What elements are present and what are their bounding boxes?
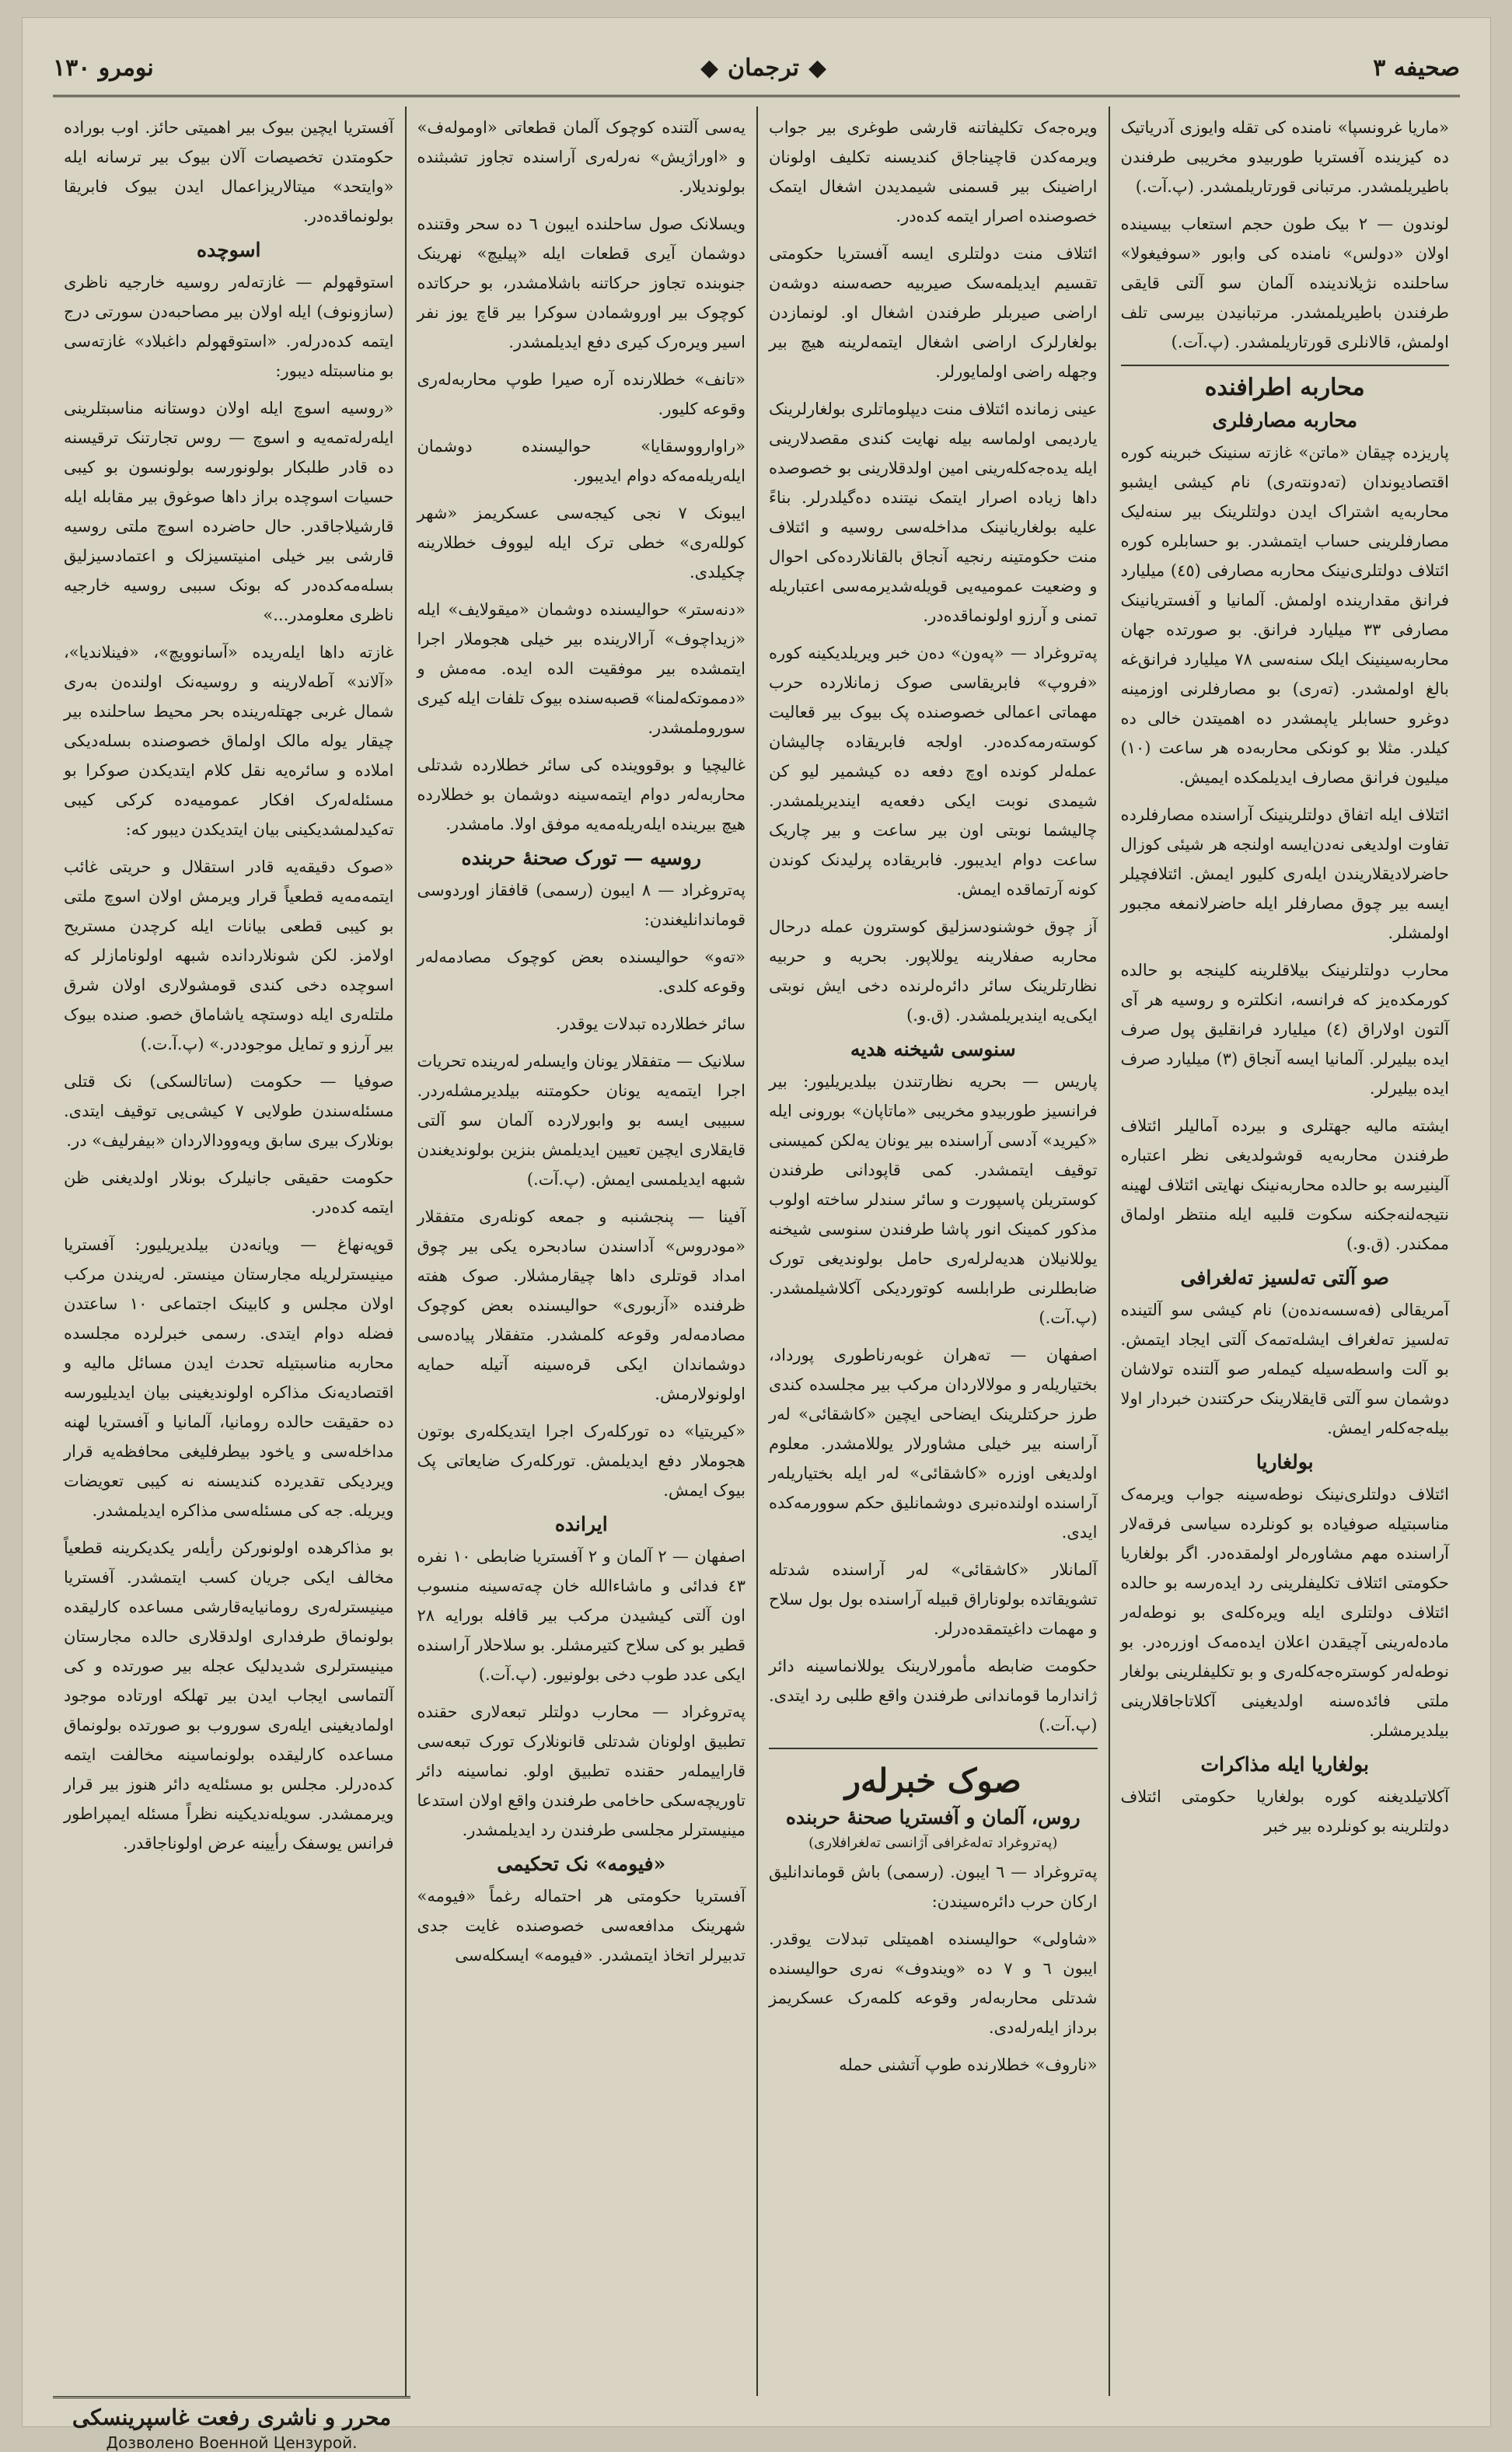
publisher-line: محرر و ناشری رفعت غاسپرینسکی: [72, 2405, 392, 2430]
censor-stamp: Дозволено Военной Цензурой.: [106, 2433, 358, 2452]
article-paragraph: «صوک دقیقه‌یه قادر استقلال و حریتی غائب ایتمه‌مه‌یه قطعیاً قرار ویرمش اولان اسوچ ملتی بو کیبی قطعی بیانات ایله کرچدن مستریح اولامز. لکن شونلارداندە شبهه اولونامازلر که اسوچده دخی کندی قومشولاری اولان شرق ملتلەری ایله دوستچه یاشاماق خصو. صنده بیوک بیر آرزو و تمایل موجوددر.» (پ.آ.ت.): [64, 858, 394, 1053]
sub-heading: محاربه مصارفلری: [1212, 409, 1358, 431]
article-paragraph: «تانف» خطلارنده آره صیرا طوپ محاربه‌لەری وقوعه کلیور.: [417, 370, 746, 418]
divider: [769, 1748, 1098, 1749]
masthead: [700, 54, 826, 82]
sub-heading: روسیه — تورک صحنهٔ حربنده: [461, 847, 701, 869]
column-2: [756, 107, 1109, 2396]
article-paragraph: حکومت حقیقی جانیلرک بونلار اولدیغنی ظن ایتمه کده‌در.: [64, 1168, 394, 1217]
article-paragraph: ائتلاف ایله اتفاق دولتلرینینک آراسنده مصارفلرده تفاوت اولدیغی نه‌دن‌ایسه اولنجه هر شیئی کوزال حاضرلادیقلاریندن ایله‌ری کلیور ایمش. ائتلافچیلر ایسه بیر چوق مصارفلر ایله حاضرلانمغه مجبور اولمشلر.: [1120, 805, 1449, 942]
article-paragraph: آلمانلار «کاشقائی» لەر آراسنده شدتله تشویقاتده بولوناراق قبیله آراسنده بول بول سلاح و مهمات داغیتمقده‌درلر.: [769, 1560, 1098, 1638]
article-paragraph: اصفهان — تەهران غوبەرناطوری پورداد، بختیاریلەر و مولالاردان مرکب بیر مجلسده کندی طرز حرکتلرینک ایضاحی ایچین «کاشقائی» لەر آراسنه بیر خیلی مشاورلار یوللامشدر. معلوم اولدیغی اوزره «کاشقائی» لەر ایله بختیاریلەر آراسنده اولنده‌نبری دوشمانلیق حکم سوورمه‌کده ایدی.: [769, 1346, 1098, 1542]
column-4: [53, 107, 405, 2396]
article-paragraph: «تەو» حوالیسنده بعض کوچوک مصادمه‌لەر وقوعه کلدی.: [417, 948, 746, 996]
article-paragraph: محارب دولتلرنینک بیلاقلرینه کلینجه بو حالده کورمکده‌یز که فرانسه، انکلتره و روسیه هر آی آلتون اولاراق (٤) میلیارد فرانقلیق پول صرف ایده بیلیرلر. آلمانیا ایسه آنجاق (۳) میلیارد صرف ایده بیلیرلر.: [1120, 961, 1450, 1098]
article-paragraph: پاریس — بحریه نظارتندن بیلدیریلیور: بیر فرانسیز طوربیدو مخریبی «ماتاپان» بورونی ایله «کیرید» آدسی آراسنده بیر یونان یەلکن کمیسنی توقیف ایتمشدر. کمی قاپودانی طرفندن کوستریلن پاسپورت و سائر سندلر ساخته اولوب مذکور کمینک انور پاشا طرفندن سنوسی شیخنه یوللانیلان هدیه‌لرلەری حامل بولوندیغی تورک ضابطلرنی طرابلسه کوتوردیکی آکلاشیلمشدر. (پ.آت.): [769, 1072, 1098, 1327]
article-paragraph: سائر خطلارده تبدلات یوقدر.: [555, 1015, 746, 1033]
article-paragraph: پەتروغراد — «پەون» دەن خبر ویریلدیکینه کوره «فروپ» فابریقاسی صوک زمانلارده حرب مهماتی اعمالی خصوصنده پک بیوک بیر قعالیت کوستەرمەکدەدر. اولجه فابریقاده چالیشان عمله‌لر کونده اوچ دفعه ده کیشمیر لیو کن شیمدی نوبت ایکی دفعه‌یه ایندیریلمشدر. چالیشما نوبتی اون بیر ساعت و بیر چاریک ساعت دوام ایدیبور. فابریقاده پرلیدنک کوندن کونه آرتماقده ایمش.: [769, 644, 1098, 899]
article-paragraph: آفینا — پنجشنبه و جمعه کونلەری متفقلار «مودروس» آداسندن سادبحره یکی بیر چوق امداد قوتلری داها چیقارمشلار. صوک هفته ظرفنده «آزبوری» حوالیسنده بعض کوچوک مصادمه‌لەر وقوعه کلمشدر. متفقلار پیادەسی دوشماندان ایکی قرەسینه آتیله حمایه اولونولارمش.: [417, 1207, 746, 1403]
article-paragraph: آکلاتیلدیغنه کوره بولغاریا حکومتی ائتلاف دولتلرینه بو کونلرده بیر خبر: [1120, 1787, 1449, 1836]
page-number-label: صحیفه ۳: [1373, 54, 1460, 82]
article-paragraph: «روسیه اسوچ ایله اولان دوستانه مناسبتلرینی ایلەرلەتمه‌یه و اسوچ — روس تجارتنک ترقیسنه ده قادر طلبکار بولونورسه بولونسون بو کیبی حسیات اسوچده براز داها صوغوق بیر مقابله ایله قارشیلاجاقدر. حال حاضرده اسوچ ملتی روسیه قارشی بیر خیلی امنیتسیزلک و اعتمادسیزلیق بسلەمه‌کده‌در که بونک سببی روسیه خارجیه ناظری معلومدر...»: [64, 399, 394, 624]
article-paragraph: آمریقالی (فەسسەندەن) نام کیشی سو آلتینده تەلسیز تەلغراف ایشلەتمەک آلتی ایجاد ایتمش. بو آلت واسطەسیله کیملەر صو آلتنده تولاشان دوشمان سو آلتی قایقلارینک حرکتندن خبردار اولا بیلەجەکلەر ایمش.: [1120, 1301, 1449, 1437]
sub-heading: صو آلتی تەلسیز تەلغرافی: [1180, 1266, 1389, 1289]
columns-container: [53, 107, 1460, 2396]
sub-heading: بولغاریا ایله مذاکرات: [1200, 1753, 1369, 1776]
column-1: [1109, 107, 1461, 2396]
article-paragraph: حکومت ضابطه مأمورلارینک یوللانماسینه دائر ژاندارما قوماندانی طرفندن واقع طلبی رد ایتدی. (پ.آت.): [769, 1657, 1098, 1734]
article-paragraph: ائتلاف منت دولتلری ایسه آفستریا حکومتی تقسیم ایدیلمەسک صیربیه حصه‌سنه دوشەن اراضی صیربلر طرفندن اشغال او. لونمازدن بولغارلرک اراضی اشغال ایتمه‌لرینه هیچ بیر وجهله راضی اولمایورلر.: [769, 244, 1098, 381]
article-paragraph: عینی زمانده ائتلاف منت دیپلوماتلری بولغارلرینک یاردیمی اولماسه بیله نهایت کندی مقصدلارینی ایله یدەجەکلەرینی امین اولدقلارینی بو خصوصده داها زیاده اصرار ایتمک نیتنده ده‌گیلدرلر. بناءً علیه بولغاریانینک مداخلەسی روسیه و ائتلاف منت حکومتینه رنجیه آنجاق بالقانلارده‌کی احوال و وضعیت عمومیه‌یی قویلەشدیرمەسی اعتباریله تمنی و آرزو اولونماقده‌در.: [769, 400, 1098, 625]
sub-heading: «فیومه» نک تحکیمی: [497, 1853, 666, 1875]
newspaper-page: [22, 17, 1491, 2452]
article-paragraph: سلانیک — متفقلار یونان وایسلەر لەرینده تحریات اجرا ایتمه‌یه یونان حکومتنه بیلدیرمشلەردر. سبیبی ایسه بو وابورلارده آلمان سو آلتی قایقلاری ایچین تعیین ایدیلمش بنزین بولوندیغندن شبهه ایدیلمسی ایمش. (پ.آت.): [417, 1052, 746, 1189]
article-paragraph: پەتروغراد — محارب دولتلر تبعه‌لاری حقنده تطبیق اولونان شدتلی قانونلارک تورک تبعه‌سی قاراییملەر حقنده تطبیق اولو. نماسینه دائر تاوریچەسکی حاخامی طرفندن واقع اولان استدعا مینیسترلر مجلسی طرفندن رد ایدیلمشدر.: [417, 1703, 746, 1839]
article-paragraph: پەتروغراد — ۸ ایبون (رسمی) قافقاز اوردوسی قوماندانلیغندن:: [417, 881, 746, 929]
section-heading: محاربه اطرافنده: [1204, 374, 1365, 401]
article-paragraph: پاریزده چیقان «ماتن» غازته سنینک خبرینه کوره اقتصادیوندان (تەدونتەری) نام کیشی ایشبو محاربه‌یه اشتراک ایدن دولتلرینک بیر سنه‌لیک مصارفلرینی حساب ایتمشدر. بو حسابلره کوره ائتلاف دولتلری‌نینک محاربه مصارفی (٤٥) میلیارد فرانق مقدارینده اولمش. آلمانیا و آفستریانینک مصارفی ۳۳ میلیارد فرانق. بو صورتده جهان محاربه‌سینینک ایلک سنه‌سی ۷۸ میلیارد فرانق‌غه بالغ اولمشدر. (تەری) بو مصارفلرنی اوزمینه دوغرو حسابلر یاپمشدر ده اهمیتدن خالی ده کیلدر. مثلا بو کونکی محاربه‌ده هر ساعت (۱۰) میلیون فرانق مصارف ایدیلمکده ایمیش.: [1120, 443, 1450, 787]
article-paragraph: بو مذاکرهده اولونورکن رأیلەر یکدیکرینه قطعیاً مخالف ایکی جریان کسب ایتمشدر. آفستریا مینیسترلەری رومانیایه‌قارشی مساعده کارلیقده بولونماق طرفداری اولدقلاری حالده مجارستان مینیسترلری شدیدلیک عجله بیر صورتده و کی آلتماسی ایجاب ایدن بیر تهلکه اورتاده موجود اولمادیغینی ایلەری سوروب بو صورتده بولونماق مساعده کارلیقده بولونماسینه مخالفت ایتمه کده‌درلر. مجلس بو مسئله‌یه دائر هنوز بیر قرار ویرممشدر. سویلەندیکینه نظراً مسئله ایمپراطور فرانس یوسفک رأیینه عرض اولوناجاقدر.: [64, 1539, 394, 1853]
article-paragraph: آز چوق خوشنودسزلیق کوسترون عمله درحال محاربه صفلارینه یوللاپور. بحریه و حربیه نظارتلرینک سائر دائره‌لرنده دخی ایش نوبتی ایکی‌یه ایندیریلمشدر. (ق.و.): [769, 917, 1098, 1025]
article-paragraph: غالیچیا و بوقووینده کی سائر خطلارده شدتلی محاربه‌لەر دوام ایتمه‌سینه دوشمان بو خطلارده هیچ بیرینده ایلەریلەمەیه موفق اولا. مامشدر.: [417, 756, 746, 833]
article-paragraph: یەسی آلتنده کوچوک آلمان قطعاتی «اومولەف» و «اوراژیش» نەرلەری آراسنده تجاوز تشبثنده بولوندیلار.: [417, 118, 746, 196]
ornament-left-icon: ◆: [808, 54, 827, 82]
section-heading: صوک خبرلەر: [844, 1762, 1021, 1800]
article-paragraph: ویرەجەک تکلیفاتنه قارشی طوغری بیر جواب ویرمه‌کدن قاچیناجاق کندیسنه تکلیف اولونان اراضینک بیر قسمنی شیمدیدن اشغال ایتمک خصوصنده اصرار ایتمه کده‌در.: [769, 118, 1098, 225]
article-paragraph: «دنەستر» حوالیسنده دوشمان «میقولایف» ایله «زیداچوف» آرالارینده بیر خیلی هجوملار اجرا ایتمشده بیر موفقیت الده ایده. مەمش و «دمموتکەلمنا» قصبەسنده بیوک تلفات ایله کیری سوروملمشدر.: [417, 600, 746, 737]
issue-number-label: نومرو ۱۳۰: [53, 54, 154, 82]
page-header: [53, 40, 1460, 97]
article-paragraph: «راوارووسقایا» حوالیسنده دوشمان ایلەریلەمەکه دوام ایدیبور.: [417, 437, 746, 485]
article-paragraph: پەتروغراد — ٦ ایبون. (رسمی) باش قوماندانلیق ارکان حرب دائرەسیندن:: [769, 1863, 1098, 1911]
ornament-right-icon: ◆: [700, 54, 719, 82]
article-paragraph: ائتلاف دولتلری‌نینک نوطەسینه جواب ویرمەک مناسبتیله صوفیاده بو کونلرده سیاسی فرقەلار آراسنده مهم مشاورەلر اولمقدەدر. اگر بولغاریا حکومتی ائتلاف تکلیفلرینی رد ایدەرسه بو حالده ائتلاف دولتلری ایله ویرەکلەی بو نوطەلەر مادەلەرینی آچیقدن اعلان ایدەمەک اوزرەدر. بو نوطەلەر کوسترەجەکلەری و بو تکلیفلرینی بولغار ملتی فائدەسنه اولدیغینی آکلاتاجاقلارینی بیلدیرمشلر.: [1120, 1485, 1449, 1740]
article-paragraph: لوندون — ۲ بیک طون حجم استعاب بیسینده اولان «دولس» نامنده کی وابور «سوفیغولا» ساحلنده نژیلاندینده آلمان سو آلتی قایقی طرفندن باطیریلمشدر. مرتبانیدن بیرسی تلف اولمش، قالانلری قورتاریلمشدر. (پ.آت.): [1120, 215, 1449, 351]
sub-heading: روس، آلمان و آفستریا صحنهٔ حربنده: [785, 1806, 1081, 1829]
sub-heading: ایرانده: [554, 1513, 608, 1535]
article-paragraph: صوفیا — حکومت (ساتالسکی) نک قتلی مسئلەسندن طولایی ۷ کیشی‌یی توقیف ایتدی. بونلارک بیری سابق ویەوودالاردان «بیفرلیف» در.: [64, 1072, 394, 1150]
article-paragraph: غازتە داها ایلەریده «آسانوویچ»، «فینلاندیا»، «آلاند» آطەلارینه و روسیه‌نک اولنده‌ن بەری شمال غربی جهتلەرینده بحر محیط ساحلنده بیر چیقار یوله مالک اولماق خصوصنده بسلەدیکی املاده و سائرەیه نقل کلام ایتدیکدن صوکرا بو مسئلەلەرک افکار عمومیه‌ده کرکی کیبی تەکیدلمشدیکینی بیان ایتدیکدن دیبور که:: [64, 643, 394, 839]
article-paragraph: «کیریتیا» ده تورکلەرک اجرا ایتدیکلەری بوتون هجوملار دفع ایدیلمش. تورکلەرک ضایعاتی پک بیوک ایمش.: [417, 1422, 746, 1500]
article-paragraph: ویسلانک صول ساحلنده ایبون ٦ ده سحر وقتنده دوشمان آیری قطعات ایله «پیلیچ» نهرینک جنوبنده تجاوز حرکاتنه باشلامشدر، بو حرکاتده کوچوک بیر اوروشمادن سوکرا بیر قاچ یوز نفر اسیر ویرەرک کیری دفع ایدیلمشدر.: [417, 215, 746, 351]
sub-heading: سنوسی شیخنه هدیه: [850, 1038, 1016, 1060]
article-paragraph: آفستریا حکومتی هر احتماله رغماً «فیومه» شهرینک مدافعه‌سی خصوصنده غایت جدی تدبیرلر اتخاذ ایتمشدر. «فیومه» ایسکله‌سی: [417, 1887, 746, 1965]
sub-heading-note: (پەتروغراد تەلەغرافی آژانسی تەلغرافلاری): [808, 1835, 1058, 1851]
page-footer: [53, 2396, 410, 2452]
sub-heading: بولغاریا: [1255, 1451, 1314, 1473]
article-paragraph: اصفهان — ۲ آلمان و ۲ آفستریا ضابطی ۱۰ نفره ٤۳ فدائی و ماشاءالله خان چەتەسینه منسوب اون آلتی کیشیدن مرکب بیر قافله بورایه ۲۸ قطیر بو کی سلاح کتیرمشلر. بو سلاحلار آراسنده ایکی عدد طوب دخی بولونیور. (پ.آت.): [417, 1547, 746, 1684]
article-paragraph: قوپەنهاغ — ویانەدن بیلدیریلیور: آفستریا مینیسترلریله مجارستان مینستر. لەریندن مرکب اولان مجلس و کابینک اجتماعی ۱۰ ساعتدن فضله دوام ایتدی. رسمی خبرلرده مجلسده محاربه مناسبتیله تحدث ایدن مسائل مالیه و اقتصادیه‌نک مذاکره اولوندیغینی بیان ایدیلیورسه ده حقیقت حالده رومانیا، آلمانیا و آفستریا لهنه مداخلەسی و یاخود بیطرفلیغی محافظه‌یه قرار ویردیکی تقدیرده کندیسنه نه کیبی تعویضات ویریله. جه کی مسئلەسی مذاکره ایدیلمشدر.: [64, 1235, 394, 1520]
article-paragraph: «ناروف» خطلارنده طوپ آتشنی حمله: [839, 2056, 1098, 2074]
article-paragraph: استوقهولم — غازتەلەر روسیه خارجیه ناظری (سازونوف) ایله اولان بیر مصاحبەدن سورتی درج ایتمه کده‌درلەر. «استوقهولم داغبلاد» غازتەسی بو مناسبتله دیبور:: [64, 273, 394, 380]
divider: [1121, 365, 1450, 366]
article-paragraph: «ماریا غرونسپا» نامنده کی تقله وایوزی آدریاتیک ده کیزینده آفستریا طوربیدو مخریبی طرفندن باطیریلمشدر. مرتبانی قورتاریلمشدر. (پ.آت.): [1120, 118, 1449, 196]
column-3: [405, 107, 757, 2396]
article-paragraph: «شاولی» حوالیسنده اهمیتلی تبدلات یوقدر. ایبون ٦ و ۷ ده «ویندوف» نەری حوالیسنده شدتلی محاربه‌لەر وقوعه کلمه‌رک عسکریمز برداز ایلەرلەدی.: [769, 1930, 1098, 2037]
article-paragraph: ایبونک ۷ نجی کیجەسی عسکریمز «شهر کوللەری» خطی ترک ایله لیووف خطلارینه چکیلدی.: [417, 504, 746, 582]
article-paragraph: آفستریا ایچین بیوک بیر اهمیتی حائز. اوب بوراده حکومتدن تخصیصات آلان بیوک بیر ترسانه ایله «وایتحد» میتالاریزاعمال ایدن بیوک فابریقا بولونماقده‌در.: [64, 118, 394, 225]
sub-heading: اسوچده: [197, 239, 261, 261]
newspaper-title: ترجمان: [728, 54, 799, 82]
article-paragraph: ایشته مالیه جهتلری و بیرده آمالیلر ائتلاف طرفندن محاربه‌یه قوشولدیغی نظر اعتباره آلینیرسه بو حالده محاربه‌نینک نهایتی ائتلاف لهینه نتیجه‌لنه‌جکنه سکوت قلبیه ایله منتظر اولماق ممکندر. (ق.و.): [1120, 1116, 1449, 1253]
